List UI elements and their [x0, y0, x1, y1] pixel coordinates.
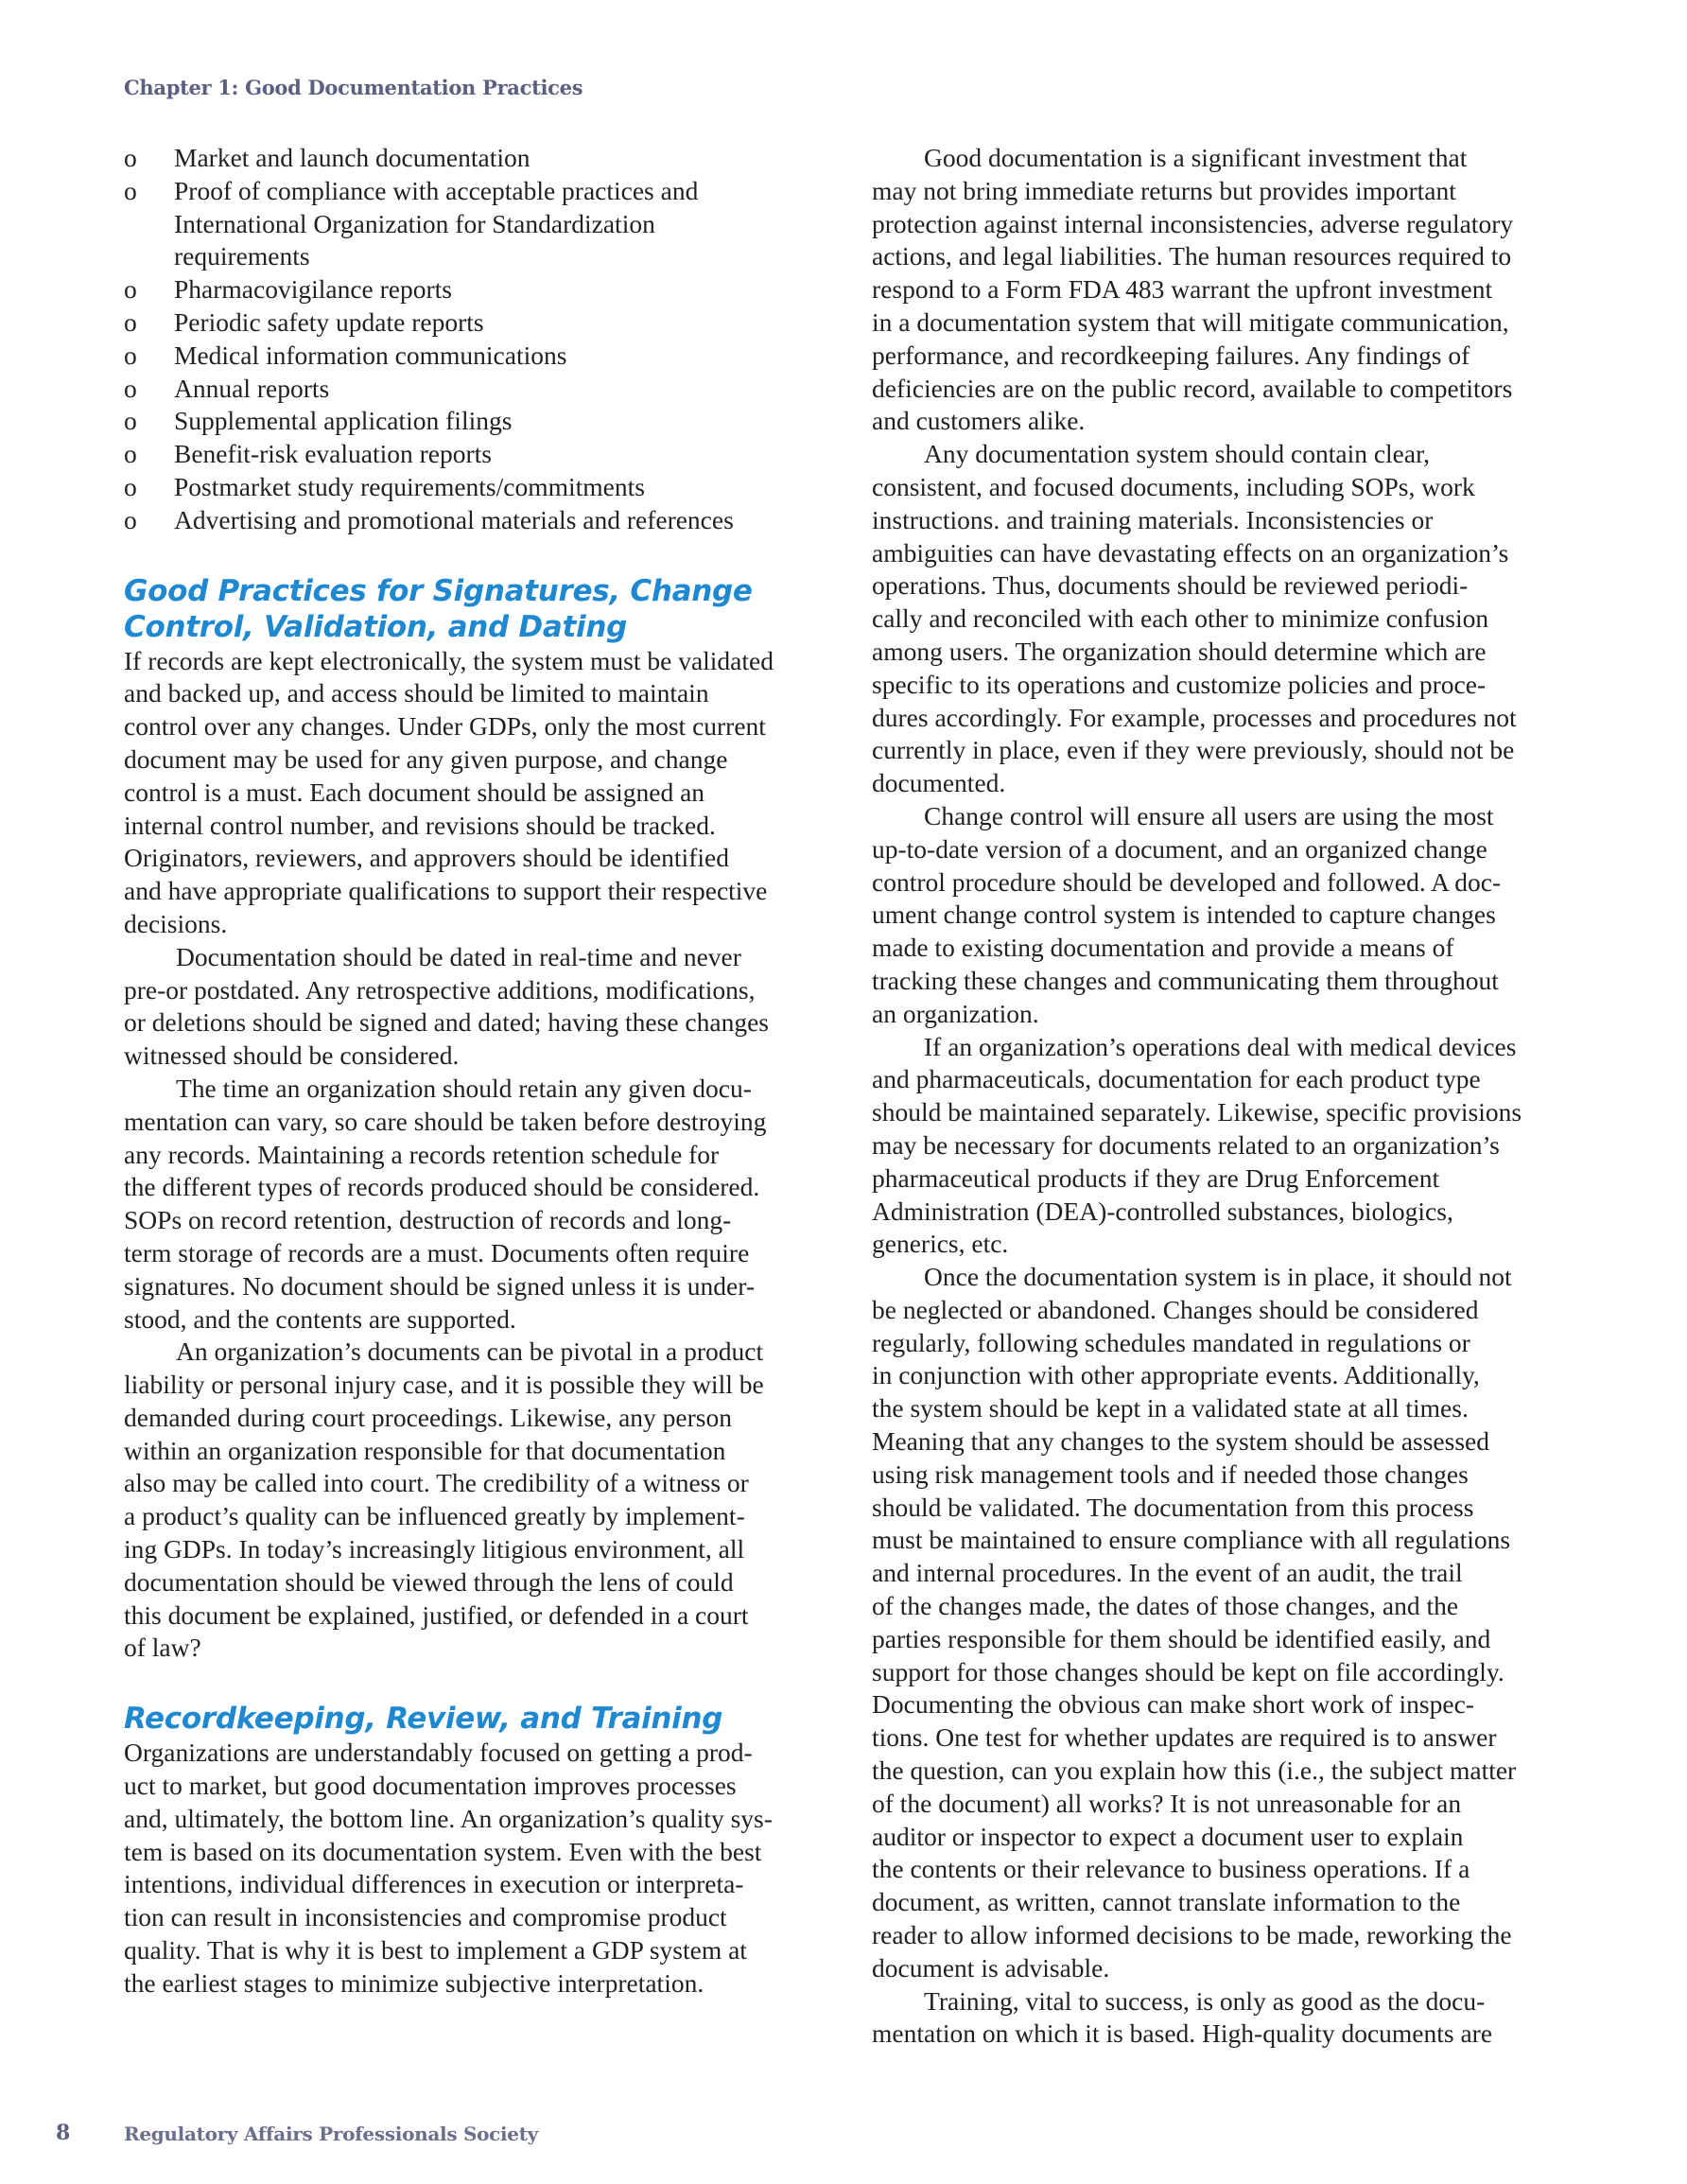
list-item-text: Periodic safety update reports: [174, 306, 484, 337]
text-line: internal control number, and revisions should be tracked.: [124, 810, 716, 840]
section-spacer: [124, 1665, 814, 1701]
list-item-text: Advertising and promotional materials and references: [174, 504, 734, 534]
text-line: decisions.: [124, 908, 228, 938]
text-line: control over any changes. Under GDPs, only the most current: [124, 711, 766, 742]
text-line: specific to its operations and customize policies and proce-: [872, 669, 1487, 699]
text-line: tem is based on its documentation system. Even with the best: [124, 1836, 762, 1866]
list-item-text: Annual reports: [174, 373, 330, 403]
text-line: and customers alike.: [872, 406, 1086, 436]
text-line: an organization.: [872, 998, 1039, 1028]
left-column: [124, 142, 814, 2001]
text-line: made to existing documentation and provide a means of: [872, 933, 1454, 963]
running-header: Chapter 1: Good Documentation Practices: [124, 76, 583, 99]
text-line: using risk management tools and if needed those changes: [872, 1459, 1469, 1489]
text-line: An organization’s documents can be pivotal in a product: [176, 1337, 764, 1367]
text-line: respond to a Form FDA 483 warrant the upfront investment: [872, 274, 1493, 305]
right-column: [872, 142, 1572, 2051]
bullet-marker: o: [124, 471, 137, 501]
list-item-text: Postmarket study requirements/commitments: [174, 471, 645, 501]
text-line: pharmaceutical products if they are Drug Enforcement: [872, 1162, 1440, 1193]
list-item: [124, 438, 814, 471]
paragraph: [124, 1336, 814, 1665]
list-item: [124, 208, 814, 241]
list-item: [124, 240, 814, 273]
list-item-text: requirements: [174, 241, 310, 271]
section-heading-signatures: Control, Validation, and Dating: [124, 609, 627, 644]
section-heading-recordkeeping: Recordkeeping, Review, and Training: [124, 1702, 723, 1737]
text-line: control procedure should be developed and followed. A doc-: [872, 866, 1502, 897]
list-item: [124, 306, 814, 340]
list-item: [124, 373, 814, 406]
text-line: tion can result in inconsistencies and compromise product: [124, 1902, 727, 1932]
text-line: deficiencies are on the public record, available to competitors: [872, 373, 1513, 403]
list-item-text: International Organization for Standardization: [174, 208, 655, 238]
text-line: should be validated. The documentation from this process: [872, 1492, 1474, 1522]
text-line: protection against internal inconsistencies, adverse regulatory: [872, 208, 1514, 238]
text-line: actions, and legal liabilities. The human resources required to: [872, 241, 1512, 271]
text-line: tions. One test for whether updates are required is to answer: [872, 1722, 1497, 1753]
text-line: of law?: [124, 1633, 201, 1663]
text-line: and have appropriate qualifications to support their respective: [124, 876, 768, 906]
text-line: regularly, following schedules mandated in regulations or: [872, 1327, 1470, 1357]
text-line: auditor or inspector to expect a document user to explain: [872, 1821, 1464, 1851]
list-item: [124, 142, 814, 175]
text-line: of the changes made, the dates of those changes, and the: [872, 1591, 1459, 1621]
text-line: any records. Maintaining a records retention schedule for: [124, 1139, 720, 1169]
text-line: document, as written, cannot translate information to the: [872, 1887, 1461, 1917]
text-line: dures accordingly. For example, processes and procedures not: [872, 702, 1517, 732]
text-line: support for those changes should be kept on file accordingly.: [872, 1656, 1504, 1686]
text-line: control is a must. Each document should be assigned an: [124, 777, 705, 807]
text-line: SOPs on record retention, destruction of records and long-: [124, 1205, 732, 1235]
text-line: parties responsible for them should be identified easily, and: [872, 1623, 1491, 1653]
text-line: The time an organization should retain any given docu-: [176, 1073, 752, 1103]
text-line: Originators, reviewers, and approvers should be identified: [124, 843, 729, 873]
list-item: [124, 471, 814, 504]
text-line: consistent, and focused documents, including SOPs, work: [872, 471, 1475, 501]
text-line: must be maintained to ensure compliance with all regulations: [872, 1525, 1511, 1555]
text-line: ument change control system is intended to capture changes: [872, 900, 1496, 930]
text-line: also may be called into court. The credibility of a witness or: [124, 1468, 749, 1498]
paragraph: [124, 941, 814, 1073]
list-item-text: Supplemental application filings: [174, 406, 513, 436]
text-line: up-to-date version of a document, and an organized change: [872, 833, 1487, 864]
text-line: and, ultimately, the bottom line. An organization’s quality sys-: [124, 1803, 773, 1833]
paragraph: [872, 1985, 1572, 2052]
text-line: Administration (DEA)-controlled substances, biologics,: [872, 1196, 1453, 1226]
text-line: of the document) all works? It is not unreasonable for an: [872, 1788, 1462, 1818]
text-line: liability or personal injury case, and it is possible they will be: [124, 1370, 764, 1400]
paragraph: [872, 1031, 1572, 1262]
text-line: term storage of records are a must. Documents often require: [124, 1237, 750, 1267]
section-spacer: [124, 537, 814, 573]
page-number: 8: [56, 2121, 71, 2145]
text-line: documentation should be viewed through the lens of could: [124, 1566, 734, 1597]
bullet-marker: o: [124, 439, 137, 469]
text-line: the system should be kept in a validated state at all times.: [872, 1393, 1469, 1424]
paragraph: [872, 800, 1572, 1031]
text-line: and pharmaceuticals, documentation for each product type: [872, 1064, 1481, 1094]
list-item-text: Proof of compliance with acceptable practices and: [174, 175, 699, 205]
text-line: documented.: [872, 768, 1006, 798]
text-line: signatures. No document should be signed unless it is under-: [124, 1270, 755, 1301]
text-line: Good documentation is a significant investment that: [924, 143, 1468, 172]
text-line: or deletions should be signed and dated; having these changes: [124, 1007, 769, 1038]
text-line: operations. Thus, documents should be reviewed periodi-: [872, 570, 1469, 601]
list-item: [124, 504, 814, 537]
list-item-text: Market and launch documentation: [174, 143, 530, 172]
section-heading-signatures: Good Practices for Signatures, Change: [124, 573, 753, 608]
bullet-list: [124, 142, 814, 537]
text-line: witnessed should be considered.: [124, 1040, 460, 1071]
bullet-marker: o: [124, 373, 137, 403]
bullet-marker: o: [124, 274, 137, 305]
text-line: in a documentation system that will mitigate communication,: [872, 306, 1509, 337]
text-line: generics, etc.: [872, 1229, 1009, 1259]
text-line: and backed up, and access should be limited to maintain: [124, 678, 709, 708]
paragraph: [124, 1737, 814, 2000]
text-line: ambiguities can have devastating effects on an organization’s: [872, 537, 1509, 568]
text-line: this document be explained, justified, or defended in a court: [124, 1599, 749, 1630]
paragraph: [872, 142, 1572, 438]
bullet-marker: o: [124, 406, 137, 436]
bullet-marker: o: [124, 175, 137, 205]
text-line: demanded during court proceedings. Likewise, any person: [124, 1402, 733, 1432]
text-line: and internal procedures. In the event of an audit, the trail: [872, 1558, 1463, 1588]
text-line: pre-or postdated. Any retrospective additions, modifications,: [124, 974, 756, 1005]
text-line: the different types of records produced should be considered.: [124, 1172, 760, 1202]
text-line: should be maintained separately. Likewise, specific provisions: [872, 1097, 1522, 1127]
text-line: within an organization responsible for that documentation: [124, 1435, 726, 1465]
text-line: If records are kept electronically, the system must be validated: [124, 645, 774, 675]
text-line: the question, can you explain how this (i.e., the subject matter: [872, 1756, 1517, 1786]
list-item: [124, 175, 814, 208]
text-line: Change control will ensure all users are using the most: [924, 800, 1494, 830]
text-line: Organizations are understandably focused on getting a prod-: [124, 1738, 753, 1768]
text-line: the contents or their relevance to business operations. If a: [872, 1854, 1470, 1884]
paragraph: [872, 1261, 1572, 1985]
text-line: Once the documentation system is in place, it should not: [924, 1262, 1512, 1292]
paragraph: [124, 1073, 814, 1336]
text-line: a product’s quality can be influenced greatly by implement-: [124, 1501, 745, 1531]
text-line: may not bring immediate returns but provides important: [872, 175, 1456, 205]
text-line: Meaning that any changes to the system should be assessed: [872, 1426, 1489, 1457]
list-item: [124, 273, 814, 306]
paragraph: [124, 645, 814, 941]
text-line: in conjunction with other appropriate events. Additionally,: [872, 1360, 1480, 1390]
footer-publisher: Regulatory Affairs Professionals Society: [124, 2123, 538, 2145]
text-line: Documenting the obvious can make short work of inspec-: [872, 1689, 1474, 1720]
text-line: tracking these changes and communicating them throughout: [872, 965, 1499, 995]
text-line: reader to allow informed decisions to be made, reworking the: [872, 1920, 1512, 1950]
text-line: stood, and the contents are supported.: [124, 1303, 516, 1334]
text-line: among users. The organization should determine which are: [872, 636, 1487, 666]
text-line: mentation can vary, so care should be taken before destroying: [124, 1106, 767, 1136]
text-line: be neglected or abandoned. Changes should be considered: [872, 1294, 1479, 1324]
bullet-marker: o: [124, 340, 137, 370]
text-line: may be necessary for documents related to an organization’s: [872, 1129, 1500, 1160]
text-line: mentation on which it is based. High-quality documents are: [872, 2018, 1493, 2049]
list-item-text: Pharmacovigilance reports: [174, 274, 452, 305]
text-line: performance, and recordkeeping failures. Any findings of: [872, 340, 1470, 370]
list-item: [124, 405, 814, 438]
bullet-marker: o: [124, 504, 137, 534]
text-line: If an organization’s operations deal with medical devices: [924, 1031, 1517, 1061]
text-line: Training, vital to success, is only as good as the docu-: [924, 1985, 1486, 2016]
text-line: intentions, individual differences in execution or interpreta-: [124, 1869, 744, 1899]
text-line: Any documentation system should contain clear,: [924, 439, 1431, 469]
text-line: document may be used for any given purpose, and change: [124, 743, 728, 774]
text-line: quality. That is why it is best to implement a GDP system at: [124, 1935, 747, 1966]
text-line: instructions. and training materials. Inconsistencies or: [872, 504, 1434, 534]
text-line: the earliest stages to minimize subjective interpretation.: [124, 1967, 704, 1998]
paragraph: [872, 438, 1572, 800]
text-line: ing GDPs. In today’s increasingly litigious environment, all: [124, 1534, 745, 1564]
list-item-text: Medical information communications: [174, 340, 567, 370]
bullet-marker: o: [124, 306, 137, 337]
text-line: Documentation should be dated in real-time and never: [176, 941, 741, 971]
text-line: currently in place, even if they were previously, should not be: [872, 735, 1515, 765]
text-line: document is advisable.: [872, 1952, 1110, 1983]
text-line: uct to market, but good documentation improves processes: [124, 1771, 737, 1801]
list-item-text: Benefit-risk evaluation reports: [174, 439, 493, 469]
text-line: cally and reconciled with each other to minimize confusion: [872, 603, 1489, 634]
list-item: [124, 340, 814, 373]
bullet-marker: o: [124, 143, 137, 172]
